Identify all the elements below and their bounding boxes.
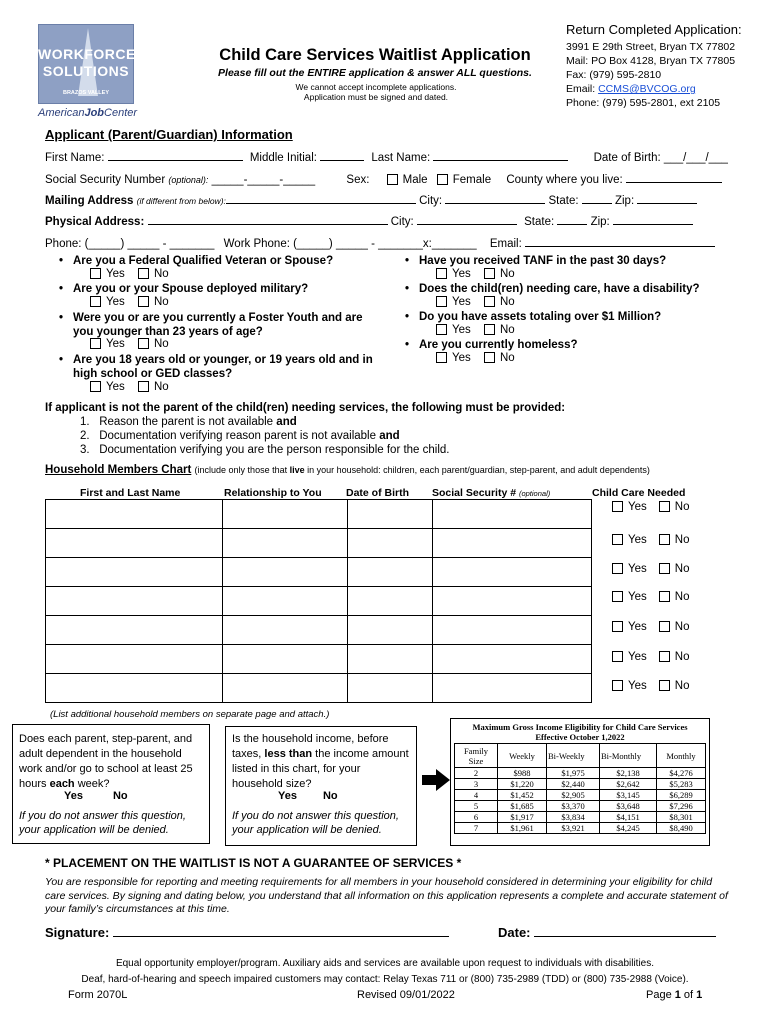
income-col-bimonthly: Bi-Monthly: [600, 744, 657, 768]
question-right-4: • Are you currently homeless?: [419, 339, 739, 351]
answer-left-4: Yes No: [90, 381, 169, 393]
mailing-zip-field[interactable]: [637, 192, 697, 204]
mailing-city-field[interactable]: [445, 192, 545, 204]
income-col-biweekly: Bi-Weekly: [547, 744, 600, 768]
revised-date: Revised 09/01/2022: [357, 989, 455, 1001]
childcare-yes-checkbox[interactable]: [612, 591, 623, 602]
last-name-field[interactable]: [433, 149, 568, 161]
page-subtitle: Please fill out the ENTIRE application & answer ALL questions.: [218, 67, 532, 79]
answer-left-3: Yes No: [90, 338, 169, 350]
q7-no-checkbox[interactable]: [484, 324, 495, 335]
date-field[interactable]: [534, 923, 716, 937]
not-parent-item-3: 3. Documentation verifying you are the person responsible for the child.: [80, 444, 450, 456]
income-table-effective: Effective October 1,2022: [535, 732, 625, 742]
answer-left-2: Yes No: [90, 296, 169, 308]
email-link[interactable]: CCMS@BVCOG.org: [598, 83, 696, 95]
table-row: 3 $1,220 $2,440 $2,642 $5,283: [455, 779, 706, 790]
male-checkbox[interactable]: [387, 174, 398, 185]
responsibility-statement: You are responsible for reporting and meeting requirements for all members in your household considered in determining your eligibility for child care services. By signing and dating below, you understand that all information on this application represents a complete and accurate statement of your family’s circumstances at this time.: [45, 876, 728, 915]
q2-yes-checkbox[interactable]: [90, 296, 101, 307]
q4-yes-checkbox[interactable]: [90, 381, 101, 392]
childcare-row-6: Yes No: [612, 651, 689, 663]
table-row: 7 $1,961 $3,921 $4,245 $8,490: [455, 823, 706, 834]
not-parent-item-1: 1. Reason the parent is not available and: [80, 416, 297, 428]
ssn-field[interactable]: _____-_____-_____: [211, 174, 316, 186]
q4-no-checkbox[interactable]: [138, 381, 149, 392]
childcare-no-checkbox[interactable]: [659, 534, 670, 545]
logo-line2: SOLUTIONS: [42, 63, 130, 79]
question-right-2: • Does the child(ren) needing care, have a disability?: [419, 283, 739, 295]
return-phone: Phone: (979) 595-2801, ext 2105: [566, 97, 721, 109]
table-row: [46, 500, 592, 529]
form-number: Form 2070L: [68, 989, 128, 1001]
return-email-row: Email: CCMS@BVCOG.org: [566, 83, 696, 95]
question-left-2: • Are you or your Spouse deployed military?: [73, 283, 383, 295]
mailing-address-field[interactable]: [226, 192, 416, 204]
household-extra-note: (List additional household members on separate page and attach.): [50, 709, 330, 720]
q5-yes-checkbox[interactable]: [436, 268, 447, 279]
table-row: 6 $1,917 $3,834 $4,151 $8,301: [455, 812, 706, 823]
q6-no-checkbox[interactable]: [484, 296, 495, 307]
childcare-yes-checkbox[interactable]: [612, 680, 623, 691]
childcare-row-5: Yes No: [612, 621, 689, 633]
work-phone-field[interactable]: Work Phone: (_____) _____ - _______x:_______: [223, 238, 477, 250]
table-row: 5 $1,685 $3,370 $3,648 $7,296: [455, 801, 706, 812]
table-row: [46, 645, 592, 674]
q3-no-checkbox[interactable]: [138, 338, 149, 349]
childcare-row-4: Yes No: [612, 591, 689, 603]
col-childcare-header: Child Care Needed: [592, 487, 686, 499]
answer-right-2: Yes No: [436, 296, 515, 308]
q1-no-checkbox[interactable]: [138, 268, 149, 279]
question-left-3: • Were you or are you currently a Foster Youth and are you younger than 23 years of age?: [73, 311, 373, 339]
work-school-question: Does each parent, step-parent, and adult dependent in the household work and/or go to school at least 25 hours each week?: [19, 733, 193, 790]
q8-no-checkbox[interactable]: [484, 352, 495, 363]
footer-eo: Equal opportunity employer/program. Auxiliary aids and services are available upon request to individuals with disabilities.: [115, 958, 655, 969]
income-table: [454, 743, 706, 834]
table-row: [46, 558, 592, 587]
americanjobcenter-logo: AmericanJobCenter: [38, 107, 138, 119]
childcare-row-7: Yes No: [612, 680, 689, 692]
female-checkbox[interactable]: [437, 174, 448, 185]
q5-no-checkbox[interactable]: [484, 268, 495, 279]
signature-field[interactable]: [113, 923, 449, 937]
box2-answers: [278, 790, 338, 802]
page-title: Child Care Services Waitlist Application: [219, 46, 531, 64]
box2-warning: If you do not answer this question, your application will be denied.: [232, 810, 399, 836]
return-address: 3991 E 29th Street, Bryan TX 77802: [566, 41, 736, 53]
answer-right-1: Yes No: [436, 268, 515, 280]
return-mail: Mail: PO Box 4128, Bryan TX 77805: [566, 55, 736, 67]
childcare-no-checkbox[interactable]: [659, 591, 670, 602]
childcare-yes-checkbox[interactable]: [612, 534, 623, 545]
q8-yes-checkbox[interactable]: [436, 352, 447, 363]
page-number: Page 1 of 1: [646, 989, 703, 1001]
row-name: First Name: Middle Initial: Last Name: Date of Birth: ___/___/___: [45, 149, 735, 164]
answer-right-4: Yes No: [436, 352, 515, 364]
date-row: Date:: [498, 923, 716, 940]
q1-yes-checkbox[interactable]: [90, 268, 101, 279]
question-right-3: • Do you have assets totaling over $1 Million?: [419, 311, 739, 323]
childcare-no-checkbox[interactable]: [659, 563, 670, 574]
childcare-no-checkbox[interactable]: [659, 501, 670, 512]
logo-line1: WORKFORCE: [38, 46, 136, 62]
logo-line3: BRAZOS VALLEY: [62, 90, 110, 96]
childcare-yes-checkbox[interactable]: [612, 621, 623, 632]
q2-no-checkbox[interactable]: [138, 296, 149, 307]
phone-field[interactable]: Phone: (_____) _____ - _______: [45, 238, 215, 250]
question-right-1: • Have you received TANF in the past 30 days?: [419, 255, 739, 267]
header-note-2: Application must be signed and dated.: [303, 92, 449, 102]
header-note-1: We cannot accept incomplete applications.: [295, 82, 457, 92]
table-row: [46, 587, 592, 616]
childcare-yes-checkbox[interactable]: [612, 563, 623, 574]
box2-yes[interactable]: Yes: [278, 790, 297, 802]
childcare-row-1: Yes No: [612, 501, 689, 513]
answer-left-1: Yes No: [90, 268, 169, 280]
answer-right-3: Yes No: [436, 324, 515, 336]
physical-zip-field[interactable]: [613, 213, 693, 225]
row-physical: Physical Address: City: State: Zip:: [45, 213, 735, 228]
dob-field[interactable]: ___/___/___: [663, 152, 728, 164]
income-col-family-size: Family Size: [455, 744, 498, 768]
income-col-weekly: Weekly: [498, 744, 547, 768]
box1-yes[interactable]: Yes: [64, 790, 83, 802]
physical-address-field[interactable]: [148, 213, 388, 225]
table-row: [46, 674, 592, 703]
return-fax: Fax: (979) 595-2810: [566, 69, 662, 81]
box1-no[interactable]: No: [112, 790, 128, 802]
row-phone: Phone: (_____) _____ - _______ Work Phone: (_____) _____ - _______x:_______ Email:: [45, 235, 745, 250]
box1-warning: If you do not answer this question, your application will be denied.: [19, 810, 186, 836]
household-table: [45, 499, 592, 703]
not-parent-heading: If applicant is not the parent of the child(ren) needing services, the following must be provided:: [45, 402, 566, 414]
col-relationship-header: Relationship to You: [224, 487, 322, 499]
not-parent-item-2: 2. Documentation verifying reason parent is not available and: [80, 430, 400, 442]
placement-notice: * PLACEMENT ON THE WAITLIST IS NOT A GUARANTEE OF SERVICES *: [45, 856, 462, 870]
county-field[interactable]: [626, 171, 722, 183]
arrow-right-icon: [420, 767, 452, 793]
childcare-row-3: Yes No: [612, 563, 689, 575]
childcare-no-checkbox[interactable]: [659, 651, 670, 662]
logo: [38, 24, 134, 104]
logo-figure-icon: [68, 26, 108, 98]
income-header-row: [455, 744, 706, 768]
household-heading-row: Household Members Chart (include only those that live in your household: children, each parent/guardian, step-parent, and adult dependents): [45, 464, 650, 476]
row-ssn: Social Security Number (optional): _____-_____-_____ Sex: Male Female County where you live:: [45, 171, 735, 186]
physical-state-field[interactable]: [557, 213, 587, 225]
signature-row: Signature:: [45, 923, 449, 940]
mailing-state-field[interactable]: [582, 192, 612, 204]
table-row: 4 $1,452 $2,905 $3,145 $6,289: [455, 790, 706, 801]
table-row: [46, 616, 592, 645]
table-row: 2 $988 $1,975 $2,138 $4,276: [455, 768, 706, 779]
question-left-4: • Are you 18 years old or younger, or 19 years old and in high school or GED classes?: [73, 353, 383, 381]
col-name-header: First and Last Name: [80, 487, 181, 499]
middle-initial-field[interactable]: [320, 149, 364, 161]
q6-yes-checkbox[interactable]: [436, 296, 447, 307]
box1-answers: [64, 790, 128, 802]
table-row: [46, 529, 592, 558]
childcare-no-checkbox[interactable]: [659, 680, 670, 691]
childcare-no-checkbox[interactable]: [659, 621, 670, 632]
question-left-1: • Are you a Federal Qualified Veteran or Spouse?: [73, 255, 383, 267]
row-mailing: Mailing Address (if different from below): City: State: Zip:: [45, 192, 735, 207]
footer-relay: Deaf, hard-of-hearing and speech impaired customers may contact: Relay Texas 711 or (800) 735-2989 (TDD) or (800) 735-2988 (Voice).: [81, 974, 689, 985]
q7-yes-checkbox[interactable]: [436, 324, 447, 335]
income-question: Is the household income, before taxes, less than the income amount listed in this chart, for your household size?: [232, 733, 409, 790]
first-name-field[interactable]: [108, 149, 243, 161]
physical-city-field[interactable]: [417, 213, 517, 225]
email-field[interactable]: [525, 235, 715, 247]
childcare-yes-checkbox[interactable]: [612, 501, 623, 512]
income-col-monthly: Monthly: [657, 744, 706, 768]
col-dob-header: Date of Birth: [346, 487, 409, 499]
income-table-title: Maximum Gross Income Eligibility for Child Care Services: [472, 722, 688, 732]
box2-no[interactable]: No: [322, 790, 338, 802]
childcare-yes-checkbox[interactable]: [612, 651, 623, 662]
section-applicant-heading: Applicant (Parent/Guardian) Information: [45, 127, 293, 142]
return-heading: Return Completed Application:: [566, 22, 742, 37]
q3-yes-checkbox[interactable]: [90, 338, 101, 349]
col-ssn-header: Social Security # (optional): [432, 487, 551, 499]
childcare-row-2: Yes No: [612, 534, 689, 546]
